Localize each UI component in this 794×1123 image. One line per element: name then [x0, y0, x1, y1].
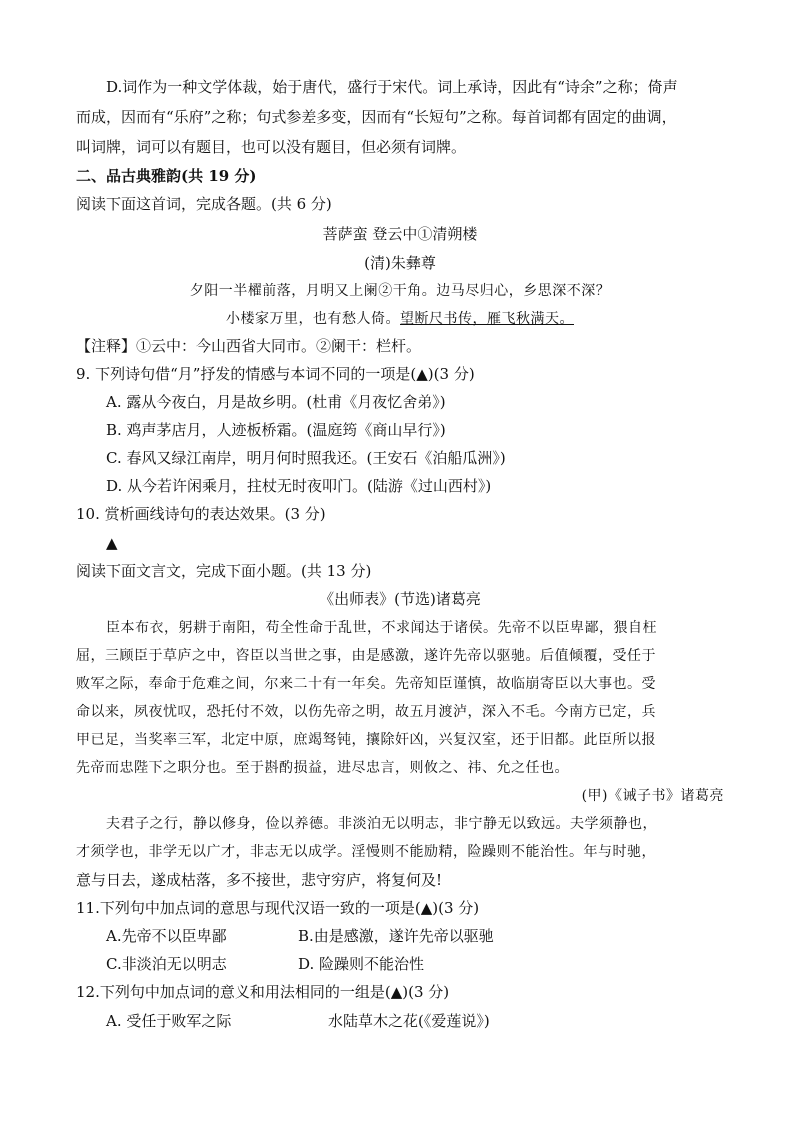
poem-line-2-underlined: 望断尺书传，雁飞秋满天。 — [400, 311, 574, 327]
prose-intro: 阅读下面文言文，完成下面小题。(共 13 分) — [76, 562, 372, 580]
prose-line: 命以来，夙夜忧叹，恐托付不效，以伤先帝之明，故五月渡泸，深入不毛。今南方已定，兵 — [76, 704, 656, 720]
poem-line-2 — [76, 308, 724, 330]
top-para-line: 叫词牌，词可以有题目，也可以没有题目，但必须有词牌。 — [76, 138, 467, 156]
poem-intro: 阅读下面这首词，完成各题。(共 6 分) — [76, 195, 332, 213]
q9-option: B. 鸡声茅店月，人迹板桥霜。(温庭筠《商山早行》) — [106, 421, 446, 439]
jia-title: (甲)《诫子书》诸葛亮 — [581, 788, 724, 804]
prose-line: 甲已足，当奖率三军，北定中原，庶竭驽钝，攘除奸凶，兴复汉室，还于旧都。此臣所以报 — [76, 732, 656, 748]
top-para-line: 而成，因而有“乐府”之称；句式参差多变，因而有“长短句”之称。每首词都有固定的曲调， — [76, 108, 677, 126]
q9-stem: 9. 下列诗句借“月”抒发的情感与本词不同的一项是(▲)(3 分) — [76, 365, 475, 383]
section2-title: 二、品古典雅韵(共 19 分) — [76, 167, 257, 185]
prose-line: 先帝而忠陛下之职分也。至于斟酌损益，进尽忠言，则攸之、祎、允之任也。 — [76, 760, 569, 776]
poem-line-2-plain: 小楼家万里，也有愁人倚。 — [226, 311, 400, 327]
q11-stem: 11.下列句中加点词的意思与现代汉语一致的一项是(▲)(3 分) — [76, 899, 480, 917]
poem-note: 【注释】①云中：今山西省大同市。②阑干：栏杆。 — [76, 337, 422, 355]
prose-title: 《出师表》(节选)诸葛亮 — [319, 590, 481, 608]
q12-stem: 12.下列句中加点词的意义和用法相同的一组是(▲)(3 分) — [76, 983, 450, 1001]
q11-option: A.先帝不以臣卑鄙 — [106, 927, 227, 945]
top-para-line: D.词作为一种文学体裁，始于唐代，盛行于宋代。词上承诗，因此有“诗余”之称；倚声 — [106, 78, 678, 96]
q11-option: B.由是感激，遂许先帝以驱驰 — [298, 927, 494, 945]
q9-option: C. 春风又绿江南岸，明月何时照我还。(王安石《泊船瓜洲》) — [106, 449, 506, 467]
prose-line: 屈，三顾臣于草庐之中，咨臣以当世之事，由是感激，遂许先帝以驱驰。后值倾覆，受任于 — [76, 648, 656, 664]
q10-stem: 10. 赏析画线诗句的表达效果。(3 分) — [76, 505, 326, 523]
q10-answer-blank: ▲ — [106, 534, 118, 552]
poem-title: 菩萨蛮 登云中①清朔楼 — [322, 225, 478, 243]
q12-option-a-right: 水陆草木之花(《爱莲说》) — [328, 1012, 490, 1030]
q9-option: A. 露从今夜白，月是故乡明。(杜甫《月夜忆舍弟》) — [106, 393, 446, 411]
prose-line: 臣本布衣，躬耕于南阳，苟全性命于乱世，不求闻达于诸侯。先帝不以臣卑鄙，猥自枉 — [106, 620, 657, 636]
q12-option-a-left: A. 受任于败军之际 — [106, 1012, 232, 1030]
q11-option: D. 险躁则不能治性 — [298, 955, 425, 973]
q9-option: D. 从今若许闲乘月，拄杖无时夜叩门。(陆游《过山西村》) — [106, 477, 492, 495]
poem-line-1: 夕阳一半櫂前落，月明又上阑②干角。边马尽归心，乡思深不深？ — [189, 283, 611, 299]
jia-line: 才须学也，非学无以广才，非志无以成学。淫慢则不能励精，险躁则不能治性。年与时驰， — [76, 844, 656, 860]
jia-line: 意与日去，遂成枯落，多不接世，悲守穷庐，将复何及! — [76, 871, 443, 889]
q11-option: C.非淡泊无以明志 — [106, 955, 227, 973]
poem-author: (清)朱彝尊 — [364, 254, 436, 272]
jia-line: 夫君子之行，静以修身，俭以养德。非淡泊无以明志，非宁静无以致远。夫学须静也， — [106, 816, 657, 832]
prose-line: 败军之际，奉命于危难之间，尔来二十有一年矣。先帝知臣谨慎，故临崩寄臣以大事也。受 — [76, 676, 656, 692]
